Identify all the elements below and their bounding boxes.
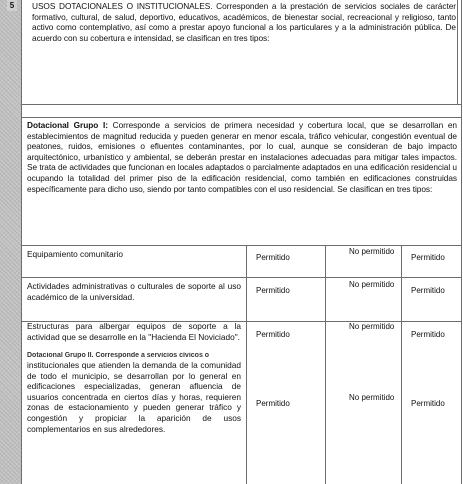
grupo1-description [27,120,457,194]
table-cell-status: Permitido [411,286,445,295]
table-cell-status: Permitido [411,253,445,262]
table-cell-status: Permitido [256,399,290,408]
grupo1-text: Corresponde a servicios de primera necesidad y cobertura local, que se desarrollan en establecimientos de magnitud reducida y pueden generar en menor escala, tráfico vehicular, congestión eventual de peatones, ruidos, emisiones o efluentes contaminantes, por lo cual, aunque se consideran de bajo impacto arquitectónico, urbanístico y ambiental, se deberán prestar en instalaciones adecuadas para mitigar tales impactos. Se trata de actividades que funcionan en locales adaptados o parcialmente adaptados en una edificación residencial u ocupando la totalidad del primer piso de la edificación residencial, como también en edificaciones construidas específicamente para dicho uso, siendo por tanto compatibles con el uso residencial. Se clasifican en tres tipos: [27,120,457,194]
table-cell-status: Permitido [256,330,290,339]
table-cell-status: No permitido [349,322,395,331]
section-number: 5 [7,0,17,11]
grupo1-label: Dotacional Grupo I: [27,120,108,130]
table-cell-status: Permitido [256,253,290,262]
table-row-use: Estructuras para albergar equipos de soporte a la actividad que se desarrolle en la "Hacienda El Noviciado". [27,321,241,342]
grupo2-header: Dotacional Grupo II. Corresponde a servicios cívicos o [27,352,210,359]
left-border [21,0,22,484]
table-col-divider [325,245,326,484]
section5-bottom-border [21,104,462,105]
table-top-border [21,245,462,246]
section5-right-border [457,0,458,104]
table-row-use: institucionales que atienden la demanda de la comunidad de todo el municipio, se desarrollan por lo general en edificaciones especializadas, generan afluencia de usuarios concentrada en ciertos días y horas, requieren zonas de estacionamiento y pueden generar tráfico y congestión y propiciar la aparición de usos complementarios en sus alrededores. [27,360,241,434]
right-border [461,0,462,484]
table-cell-status: No permitido [349,393,395,402]
table-cell-status: Permitido [411,399,445,408]
table-row-use: Actividades administrativas o culturales de soporte al uso académico de la universidad. [27,281,241,302]
table-cell-status: Permitido [411,330,445,339]
section5-description: USOS DOTACIONALES O INSTITUCIONALES. Corresponden a la prestación de servicios sociales de carácter formativo, cultural, de salud, deportivo, educativos, académicos, de bienestar social, recreacional y religioso, tanto activo como contemplativo, así como a prestar apoyo funcional a los particulares y a la administración pública. De acuerdo con su cobertura e intensidad, se clasifican en tres tipos: [32,1,456,43]
grupo1-top-border [21,117,462,118]
table-row-divider [21,277,462,278]
table-cell-status: Permitido [256,286,290,295]
table-col-divider [246,245,247,484]
table-cell-status: No permitido [349,247,395,256]
table-cell-status: No permitido [349,280,395,289]
hatched-margin [0,0,21,484]
table-col-divider [401,245,402,484]
table-row-use: Equipamiento comunitario [27,249,123,259]
